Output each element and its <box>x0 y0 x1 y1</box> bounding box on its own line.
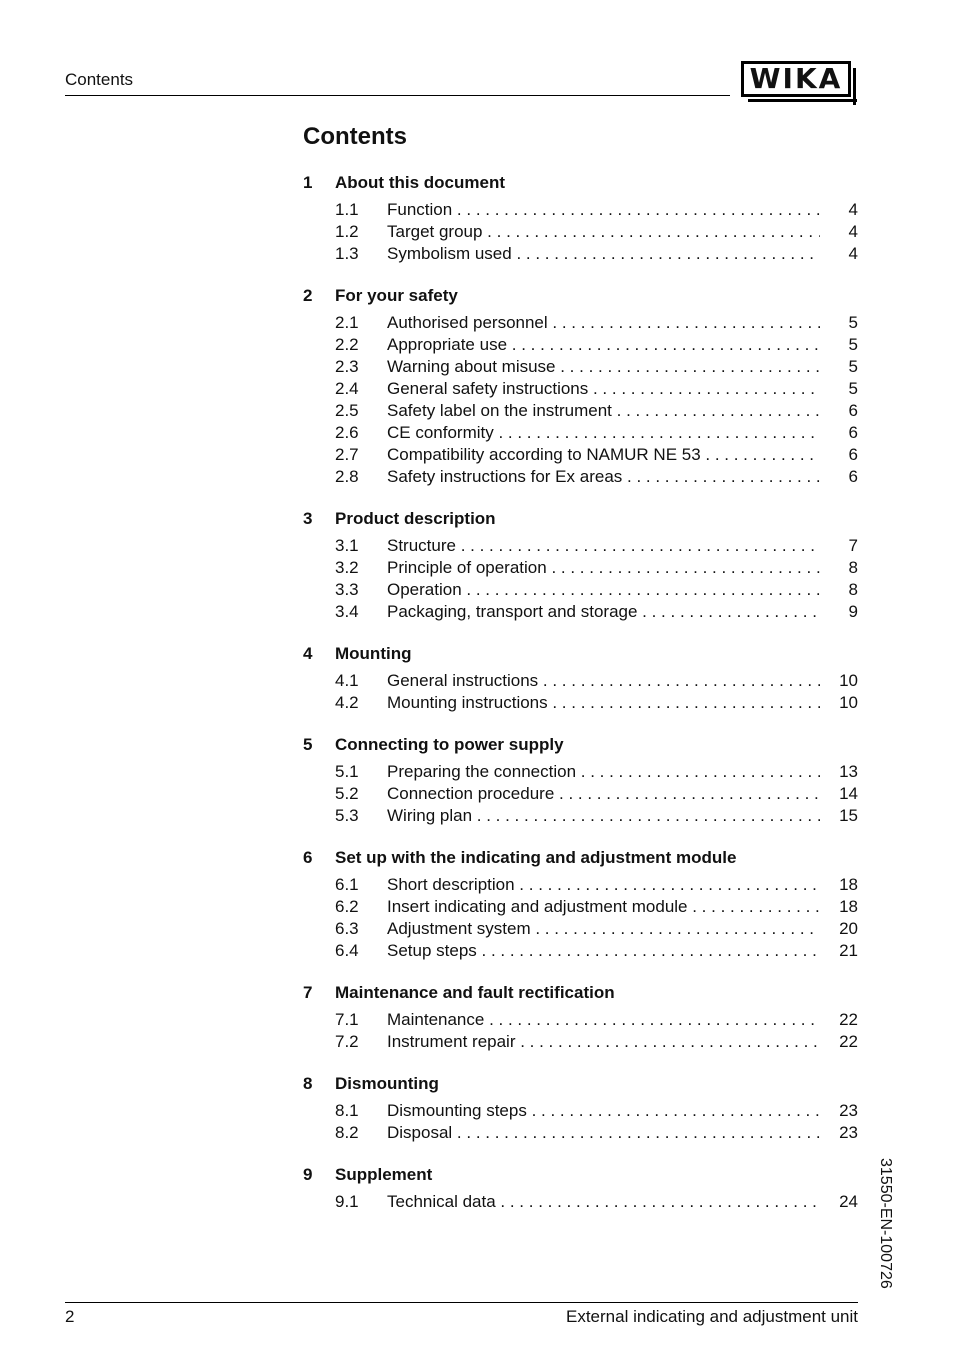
toc-entry-number: 3.4 <box>335 602 359 621</box>
toc-entry[interactable] <box>303 670 858 692</box>
toc-entry-page: 6 <box>848 445 858 464</box>
toc-entry[interactable] <box>303 761 858 783</box>
toc-entry[interactable] <box>303 1031 858 1053</box>
toc-entry-number: 9.1 <box>335 1192 359 1211</box>
toc-entry-page: 20 <box>839 919 858 938</box>
toc-entry[interactable] <box>303 1009 858 1031</box>
toc-entry-number: 1.3 <box>335 244 359 263</box>
toc-entry-page: 9 <box>848 602 858 621</box>
toc-entry[interactable] <box>303 557 858 579</box>
toc-entry-page: 22 <box>839 1010 858 1029</box>
toc-entry-page: 4 <box>848 244 858 263</box>
toc-entry-number: 6.2 <box>335 897 359 916</box>
toc-section <box>303 980 858 1053</box>
toc-entry-title: Function . . . <box>387 199 820 221</box>
toc-entry-title: Wiring plan . . . <box>387 805 820 827</box>
toc-entry-title: Adjustment system . . . <box>387 918 820 940</box>
toc-entry-page: 6 <box>848 401 858 420</box>
toc-entry-number: 8.1 <box>335 1101 359 1120</box>
toc-entry-number: 8.2 <box>335 1123 359 1142</box>
toc-entry-page: 14 <box>839 784 858 803</box>
toc-entry[interactable] <box>303 378 858 400</box>
toc-entry-title: General safety instructions . . . <box>387 378 820 400</box>
toc-entry[interactable] <box>303 422 858 444</box>
header-rule <box>65 95 730 96</box>
toc-entry-number: 1.2 <box>335 222 359 241</box>
wika-logo <box>741 61 851 97</box>
toc-entry-number: 6.1 <box>335 875 359 894</box>
toc-entry-number: 4.2 <box>335 693 359 712</box>
toc-entry-number: 2.7 <box>335 445 359 464</box>
table-of-contents <box>303 170 858 1231</box>
toc-entry[interactable] <box>303 444 858 466</box>
toc-entry[interactable] <box>303 312 858 334</box>
toc-entry[interactable] <box>303 783 858 805</box>
toc-entry[interactable] <box>303 334 858 356</box>
toc-entry-page: 7 <box>848 536 858 555</box>
toc-entry-page: 15 <box>839 806 858 825</box>
toc-entry-page: 23 <box>839 1101 858 1120</box>
toc-section-title: Supplement <box>335 1165 433 1184</box>
toc-section-title: Mounting <box>335 644 412 663</box>
toc-entry[interactable] <box>303 1122 858 1144</box>
toc-section-title: About this document <box>335 173 505 192</box>
toc-entry-title: Symbolism used . . . <box>387 243 820 265</box>
toc-entry-number: 3.3 <box>335 580 359 599</box>
toc-entry-title: Safety label on the instrument . . . <box>387 400 820 422</box>
toc-entry-page: 21 <box>839 941 858 960</box>
toc-section-number: 4 <box>303 644 313 663</box>
toc-section-heading[interactable] <box>303 980 858 1005</box>
toc-entry-title: General instructions . . . <box>387 670 820 692</box>
toc-entry-page: 18 <box>839 897 858 916</box>
toc-section-title: Product description <box>335 509 496 528</box>
toc-section-title: For your safety <box>335 286 458 305</box>
toc-section-number: 5 <box>303 735 313 754</box>
toc-entry[interactable] <box>303 601 858 623</box>
toc-entry-page: 22 <box>839 1032 858 1051</box>
toc-section <box>303 1071 858 1144</box>
toc-section <box>303 170 858 265</box>
toc-section <box>303 732 858 827</box>
toc-section <box>303 506 858 623</box>
toc-entry-page: 6 <box>848 423 858 442</box>
toc-entry[interactable] <box>303 874 858 896</box>
toc-entry-title: Structure . . . <box>387 535 820 557</box>
toc-entry-title: Technical data . . . <box>387 1191 820 1213</box>
toc-entry-number: 2.5 <box>335 401 359 420</box>
toc-section-title: Connecting to power supply <box>335 735 564 754</box>
toc-entry-title: CE conformity . . . <box>387 422 820 444</box>
toc-entry[interactable] <box>303 1100 858 1122</box>
toc-entry-number: 6.3 <box>335 919 359 938</box>
toc-entry-page: 8 <box>848 558 858 577</box>
toc-entry-title: Safety instructions for Ex areas . . . <box>387 466 820 488</box>
toc-entry[interactable] <box>303 356 858 378</box>
toc-section-heading[interactable] <box>303 283 858 308</box>
toc-section-heading[interactable] <box>303 170 858 195</box>
toc-section-number: 2 <box>303 286 313 305</box>
toc-entry-number: 2.1 <box>335 313 359 332</box>
toc-section-heading[interactable] <box>303 732 858 757</box>
toc-entry[interactable] <box>303 692 858 714</box>
toc-entry-page: 5 <box>848 313 858 332</box>
toc-entry-page: 10 <box>839 693 858 712</box>
toc-entry-title: Instrument repair . . . <box>387 1031 820 1053</box>
toc-entry-page: 5 <box>848 379 858 398</box>
toc-entry-page: 6 <box>848 467 858 486</box>
toc-entry[interactable] <box>303 243 858 265</box>
toc-entry-title: Short description . . . <box>387 874 820 896</box>
header-label: Contents <box>65 70 134 89</box>
toc-entry-number: 1.1 <box>335 200 359 219</box>
toc-entry[interactable] <box>303 940 858 962</box>
toc-entry-title: Disposal . . . <box>387 1122 820 1144</box>
document-code: 31550-EN-100726 <box>877 1158 894 1289</box>
toc-entry-page: 24 <box>839 1192 858 1211</box>
toc-section-number: 9 <box>303 1165 313 1184</box>
toc-entry-number: 6.4 <box>335 941 359 960</box>
toc-section-heading[interactable] <box>303 506 858 531</box>
toc-entry[interactable] <box>303 466 858 488</box>
footer-rule <box>65 1302 858 1303</box>
toc-entry-title: Setup steps . . . <box>387 940 820 962</box>
toc-entry-number: 4.1 <box>335 671 359 690</box>
toc-entry-number: 2.4 <box>335 379 359 398</box>
toc-entry[interactable] <box>303 579 858 601</box>
toc-entry[interactable] <box>303 805 858 827</box>
toc-entry-title: Maintenance . . . <box>387 1009 820 1031</box>
toc-entry-page: 23 <box>839 1123 858 1142</box>
toc-section-number: 3 <box>303 509 313 528</box>
toc-section-title: Dismounting <box>335 1074 439 1093</box>
toc-entry-title: Authorised personnel . . . <box>387 312 820 334</box>
footer-page-number: 2 <box>65 1307 75 1326</box>
toc-section-number: 1 <box>303 173 313 192</box>
toc-entry-page: 4 <box>848 222 858 241</box>
toc-entry-title: Dismounting steps . . . <box>387 1100 820 1122</box>
toc-entry-number: 2.6 <box>335 423 359 442</box>
toc-entry-number: 2.2 <box>335 335 359 354</box>
toc-entry-title: Connection procedure . . . <box>387 783 820 805</box>
toc-entry-title: Packaging, transport and storage . . . <box>387 601 820 623</box>
logo-text: WIKA <box>749 62 843 95</box>
toc-entry-number: 2.8 <box>335 467 359 486</box>
toc-section-heading[interactable] <box>303 845 858 870</box>
toc-entry[interactable] <box>303 221 858 243</box>
toc-entry[interactable] <box>303 918 858 940</box>
toc-section-heading[interactable] <box>303 1071 858 1096</box>
toc-entry-title: Principle of operation . . . <box>387 557 820 579</box>
toc-entry-page: 10 <box>839 671 858 690</box>
toc-entry-title: Insert indicating and adjustment module . . . <box>387 896 820 918</box>
toc-entry[interactable] <box>303 535 858 557</box>
toc-section <box>303 845 858 962</box>
toc-entry[interactable] <box>303 400 858 422</box>
toc-section-number: 8 <box>303 1074 313 1093</box>
toc-section-number: 7 <box>303 983 313 1002</box>
toc-section <box>303 283 858 488</box>
toc-entry-number: 7.1 <box>335 1010 359 1029</box>
toc-entry-page: 4 <box>848 200 858 219</box>
toc-section <box>303 1162 858 1213</box>
toc-section-heading[interactable] <box>303 1162 858 1187</box>
toc-entry-number: 2.3 <box>335 357 359 376</box>
toc-entry-number: 7.2 <box>335 1032 359 1051</box>
toc-section-number: 6 <box>303 848 313 867</box>
toc-entry[interactable] <box>303 896 858 918</box>
toc-entry-title: Mounting instructions . . . <box>387 692 820 714</box>
toc-entry-title: Target group . . . <box>387 221 820 243</box>
toc-section <box>303 641 858 714</box>
footer-document-title: External indicating and adjustment unit <box>565 1307 858 1326</box>
toc-entry-number: 5.1 <box>335 762 359 781</box>
toc-entry-page: 18 <box>839 875 858 894</box>
toc-entry-number: 5.3 <box>335 806 359 825</box>
toc-entry-number: 3.1 <box>335 536 359 555</box>
toc-entry-page: 5 <box>848 357 858 376</box>
toc-section-heading[interactable] <box>303 641 858 666</box>
toc-entry[interactable] <box>303 1191 858 1213</box>
toc-section-title: Set up with the indicating and adjustment module <box>335 848 737 867</box>
toc-entry-page: 5 <box>848 335 858 354</box>
toc-entry-title: Preparing the connection . . . <box>387 761 820 783</box>
toc-entry-title: Operation . . . <box>387 579 820 601</box>
toc-entry-number: 5.2 <box>335 784 359 803</box>
page-title: Contents <box>303 123 407 150</box>
toc-entry-page: 13 <box>839 762 858 781</box>
toc-section-title: Maintenance and fault rectification <box>335 983 615 1002</box>
toc-entry-title: Warning about misuse . . . <box>387 356 820 378</box>
toc-entry[interactable] <box>303 199 858 221</box>
toc-entry-page: 8 <box>848 580 858 599</box>
toc-entry-title: Compatibility according to NAMUR NE 53 . . . <box>387 444 820 466</box>
toc-entry-number: 3.2 <box>335 558 359 577</box>
toc-entry-title: Appropriate use . . . <box>387 334 820 356</box>
